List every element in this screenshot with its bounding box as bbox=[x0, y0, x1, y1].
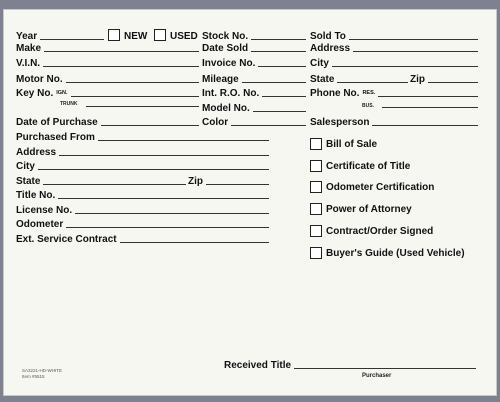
checklist-item-certificate-of-title[interactable]: Certificate of Title bbox=[310, 159, 410, 173]
mileage-field[interactable] bbox=[202, 71, 306, 85]
bus-label: BUS. bbox=[362, 103, 374, 109]
license-no-label: License No. bbox=[16, 205, 73, 216]
buyer-city-label: City bbox=[310, 58, 329, 69]
trunk-label: TRUNK bbox=[60, 101, 78, 107]
int-ro-no-field[interactable] bbox=[202, 85, 306, 99]
checkbox[interactable] bbox=[310, 160, 322, 172]
seller-city-label: City bbox=[16, 161, 35, 172]
seller-zip-field[interactable] bbox=[188, 173, 269, 187]
checkbox[interactable] bbox=[310, 203, 322, 215]
received-title-label: Received Title bbox=[224, 360, 292, 371]
ext-service-contract-label: Ext. Service Contract bbox=[16, 234, 117, 245]
checkbox[interactable] bbox=[310, 181, 322, 193]
license-no-field[interactable] bbox=[16, 202, 269, 216]
seller-address-label: Address bbox=[16, 147, 57, 158]
ign-label: IGN. bbox=[56, 90, 68, 96]
item-number: Item #5515 bbox=[22, 374, 45, 379]
motor-no-label: Motor No. bbox=[16, 74, 63, 85]
buyer-state-label: State bbox=[310, 74, 335, 85]
invoice-no-label: Invoice No. bbox=[202, 58, 256, 69]
checklist-item-power-of-attorney[interactable]: Power of Attorney bbox=[310, 202, 412, 216]
deal-jacket-card bbox=[4, 10, 496, 395]
color-label: Color bbox=[202, 117, 229, 128]
received-title-field[interactable] bbox=[224, 357, 476, 371]
invoice-no-field[interactable] bbox=[202, 55, 306, 69]
motor-no-field[interactable] bbox=[16, 71, 199, 85]
odometer-field[interactable] bbox=[16, 216, 269, 230]
model-no-label: Model No. bbox=[202, 103, 250, 114]
key-no-label: Key No. bbox=[16, 88, 54, 99]
purchased-from-label: Purchased From bbox=[16, 132, 95, 143]
make-field[interactable] bbox=[16, 40, 199, 54]
phone-bus-field[interactable] bbox=[382, 96, 478, 110]
date-of-purchase-field[interactable] bbox=[16, 114, 199, 128]
buyer-state-field[interactable] bbox=[310, 71, 408, 85]
seller-address-field[interactable] bbox=[16, 144, 269, 158]
odometer-label: Odometer bbox=[16, 219, 64, 230]
make-label: Make bbox=[16, 43, 42, 54]
date-sold-label: Date Sold bbox=[202, 43, 249, 54]
year-label: Year bbox=[16, 31, 38, 42]
salesperson-field[interactable] bbox=[310, 114, 478, 128]
checklist-item-bill-of-sale[interactable]: Bill of Sale bbox=[310, 137, 377, 151]
checkbox[interactable] bbox=[310, 138, 322, 150]
vin-label: V.I.N. bbox=[16, 58, 41, 69]
checkbox[interactable] bbox=[310, 247, 322, 259]
sold-to-label: Sold To bbox=[310, 31, 346, 42]
trunk-key-field[interactable] bbox=[86, 95, 199, 109]
ext-service-contract-field[interactable] bbox=[16, 231, 269, 245]
seller-zip-label: Zip bbox=[188, 176, 203, 187]
buyer-zip-label: Zip bbox=[410, 74, 425, 85]
used-label: USED bbox=[170, 31, 198, 42]
seller-state-label: State bbox=[16, 176, 41, 187]
checklist-item-contract-order-signed[interactable]: Contract/Order Signed bbox=[310, 224, 433, 238]
title-no-label: Title No. bbox=[16, 190, 56, 201]
stock-no-label: Stock No. bbox=[202, 31, 249, 42]
title-no-field[interactable] bbox=[16, 187, 269, 201]
date-sold-field[interactable] bbox=[202, 40, 306, 54]
new-label: NEW bbox=[124, 31, 148, 42]
int-ro-no-label: Int. R.O. No. bbox=[202, 88, 260, 99]
salesperson-label: Salesperson bbox=[310, 117, 370, 128]
seller-city-field[interactable] bbox=[16, 158, 269, 172]
buyer-city-field[interactable] bbox=[310, 55, 478, 69]
buyer-zip-field[interactable] bbox=[410, 71, 478, 85]
checkbox[interactable] bbox=[310, 225, 322, 237]
vin-field[interactable] bbox=[16, 55, 199, 69]
buyer-address-label: Address bbox=[310, 43, 351, 54]
model-no-field[interactable] bbox=[202, 100, 306, 114]
color-field[interactable] bbox=[202, 114, 306, 128]
mileage-label: Mileage bbox=[202, 74, 239, 85]
item-code: SA3221-HD-WHITE bbox=[22, 368, 63, 373]
seller-state-field[interactable] bbox=[16, 173, 186, 187]
phone-no-label: Phone No. bbox=[310, 88, 360, 99]
purchased-from-field[interactable] bbox=[16, 129, 269, 143]
checklist-item-buyers-guide[interactable]: Buyer's Guide (Used Vehicle) bbox=[310, 246, 465, 260]
purchaser-label: Purchaser bbox=[362, 373, 392, 379]
res-label: RES. bbox=[362, 90, 376, 96]
date-of-purchase-label: Date of Purchase bbox=[16, 117, 98, 128]
checklist-item-odometer-certification[interactable]: Odometer Certification bbox=[310, 180, 434, 194]
buyer-address-field[interactable] bbox=[310, 40, 478, 54]
